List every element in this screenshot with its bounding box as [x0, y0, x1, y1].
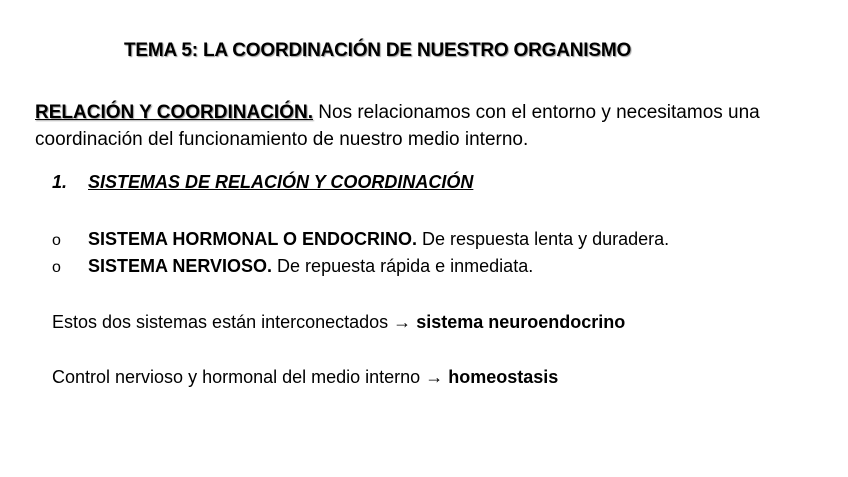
- bullet-text: De repuesta rápida e inmediata.: [272, 256, 534, 276]
- bullet-term: SISTEMA NERVIOSO.: [88, 256, 273, 276]
- list-item: [52, 256, 533, 277]
- statement-term: sistema neuroendocrino: [416, 312, 626, 332]
- intro-text: Nos relacionamos con el entorno y necesitamos una coordinación del funcionamiento de nuestro medio interno.: [35, 102, 760, 150]
- intro-lead: RELACIÓN Y COORDINACIÓN.: [35, 102, 313, 123]
- list-item: [52, 229, 669, 250]
- section-heading-text: SISTEMAS DE RELACIÓN Y COORDINACIÓN: [88, 172, 474, 192]
- intro-paragraph: [35, 99, 835, 153]
- section-number: 1.: [52, 172, 68, 192]
- bullet-text: De respuesta lenta y duradera.: [417, 229, 670, 249]
- statement-text: Estos dos sistemas están interconectados →: [52, 312, 417, 332]
- section-heading: [52, 172, 473, 193]
- bullet-marker: o: [52, 232, 61, 249]
- statement-term: homeostasis: [448, 367, 559, 387]
- statement-text: Control nervioso y hormonal del medio interno →: [52, 367, 449, 387]
- statement-line: [52, 367, 558, 388]
- statement-line: [52, 312, 625, 333]
- bullet-term: SISTEMA HORMONAL O ENDOCRINO.: [88, 229, 418, 249]
- bullet-marker: o: [52, 259, 61, 276]
- page-title: TEMA 5: LA COORDINACIÓN DE NUESTRO ORGANISMO: [124, 40, 632, 61]
